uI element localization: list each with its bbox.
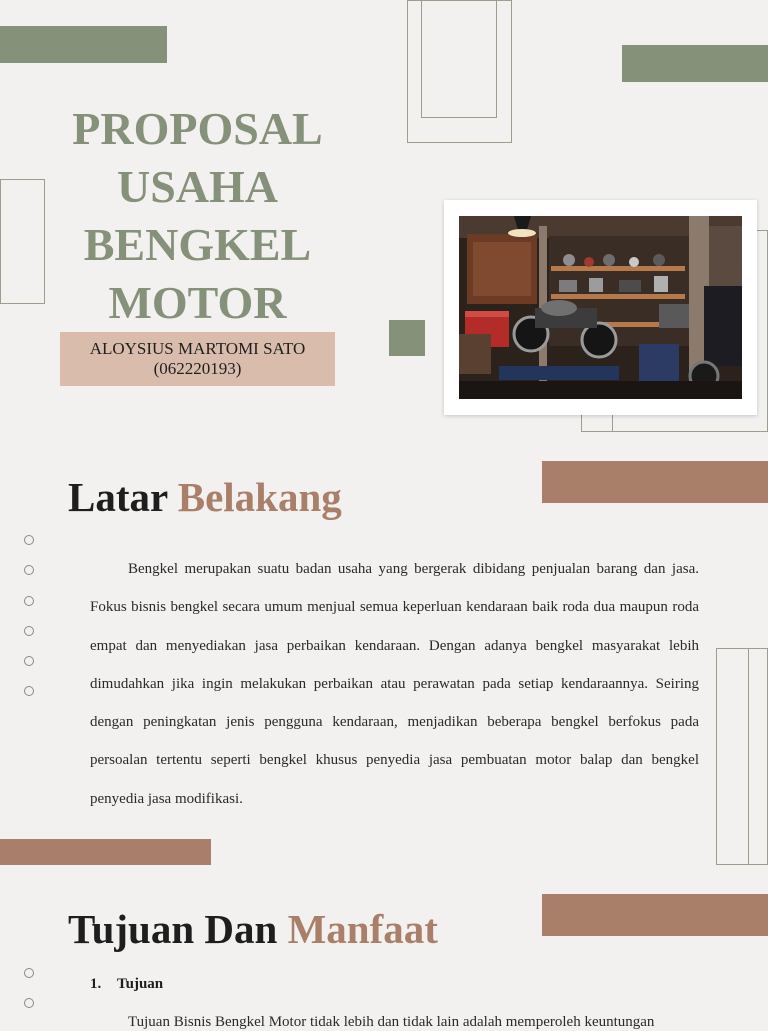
circle-bullet-icon: [24, 565, 34, 575]
circle-bullet-icon: [24, 998, 34, 1008]
heading-dark-part: Tujuan Dan: [68, 906, 278, 952]
deco-bar-brown-right-2: [542, 894, 768, 936]
section-heading-tujuan-dan-manfaat: [68, 905, 438, 953]
proposal-title: [55, 100, 340, 332]
circle-bullet-icon: [24, 656, 34, 666]
item-number: 1.: [90, 976, 102, 992]
circle-bullet-icon: [24, 626, 34, 636]
circle-bullet-icon: [24, 968, 34, 978]
photo-frame: [444, 200, 757, 415]
heading-dark-part: Latar: [68, 474, 168, 520]
numbered-item-tujuan: [90, 976, 163, 993]
author-name: ALOYSIUS MARTOMI SATO: [89, 339, 306, 358]
section-heading-latar-belakang: [68, 473, 342, 521]
heading-accent-part: Belakang: [177, 474, 342, 520]
circle-bullet-icon: [24, 596, 34, 606]
title-line: BENGKEL: [83, 219, 312, 270]
motorcycle-garage-photo: [459, 216, 742, 399]
item-label: Tujuan: [117, 976, 164, 992]
heading-accent-part: Manfaat: [287, 906, 438, 952]
title-line: USAHA: [116, 161, 279, 212]
author-id: (062220193): [153, 359, 242, 378]
circle-bullet-icon: [24, 535, 34, 545]
deco-bar-brown-left: [0, 839, 211, 865]
deco-bar-green-top-left: [0, 26, 167, 63]
deco-bar-brown-right-1: [542, 461, 768, 503]
title-line: PROPOSAL: [72, 103, 323, 154]
deco-square-green: [389, 320, 425, 356]
deco-outline-rect-left: [0, 179, 45, 304]
deco-outline-rect-right-mid-inner: [748, 648, 768, 865]
author-box: [60, 332, 335, 386]
deco-bar-green-top-right: [622, 45, 768, 82]
partial-paragraph: Tujuan Bisnis Bengkel Motor tidak lebih dan tidak lain adalah memperoleh keuntungan: [128, 1014, 655, 1030]
background-paragraph: Bengkel merupakan suatu badan usaha yang bergerak dibidang penjualan barang dan jasa. Fokus bisnis bengkel secara umum menjual semua keperluan kendaraan baik roda dua maupun roda empat dan menyediakan jasa perbaikan kendaraan. Dengan adanya bengkel masyarakat lebih dimudahkan jika ingin melakukan perbaikan atau perawatan pada setiap kendaraannya. Seiring dengan peningkatan jenis pengguna kendaraan, menjadikan beberapa bengkel berfokus pada persoalan tertentu seperti bengkel khusus penyedia jasa pembuatan motor balap dan bengkel penyedia jasa modifikasi.: [90, 561, 699, 807]
deco-outline-rect-top-inner: [421, 0, 497, 118]
circle-bullet-icon: [24, 686, 34, 696]
title-line: MOTOR: [108, 277, 287, 328]
